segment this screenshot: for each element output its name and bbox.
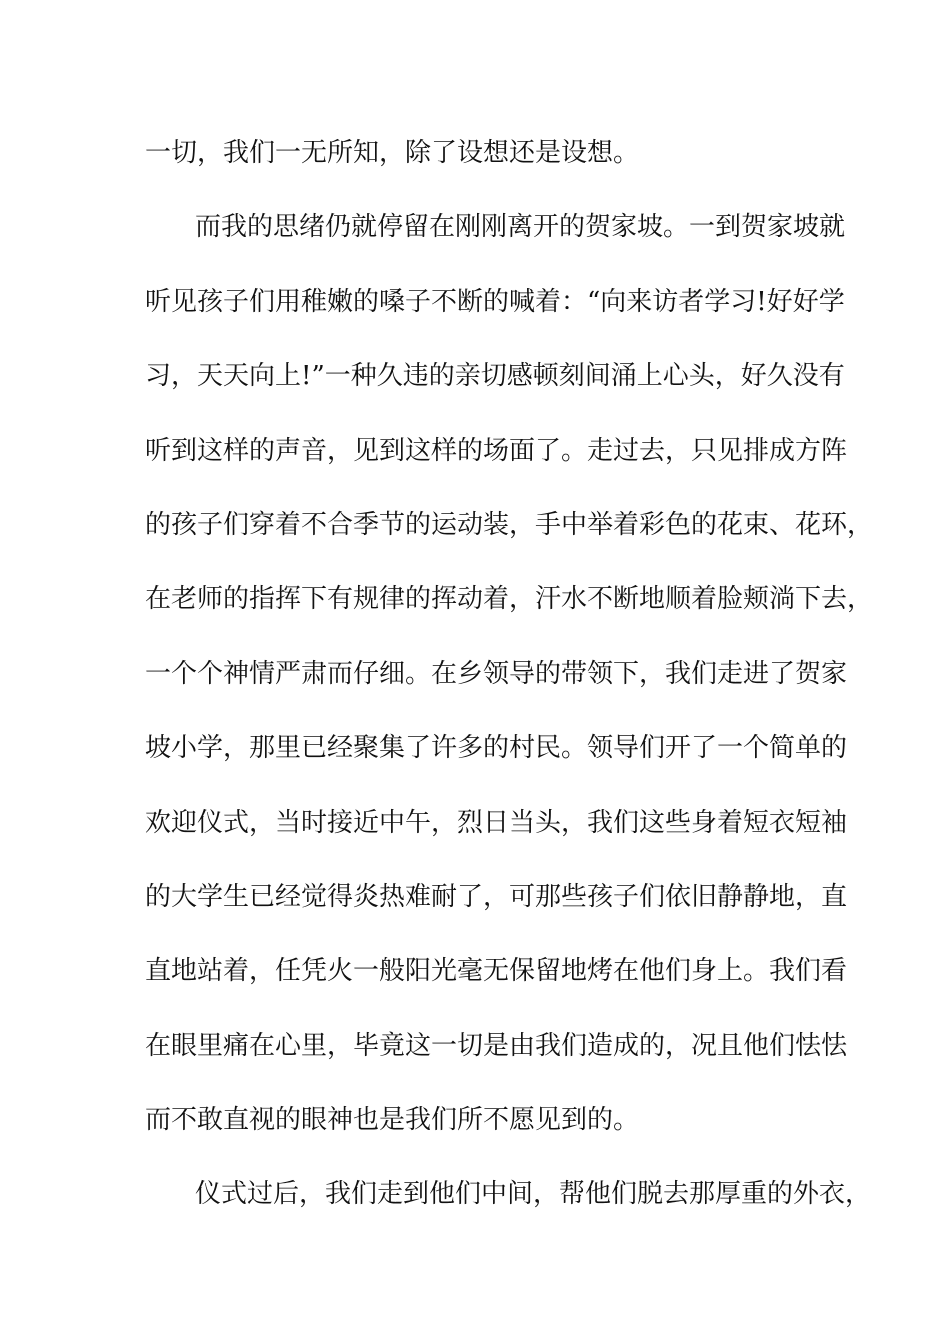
- text-line-2: 而我的思绪仍就停留在刚刚离开的贺家坡。一到贺家坡就: [195, 212, 846, 243]
- text-line-6: 的孩子们穿着不合季节的运动装，手中举着彩色的花束、花环，: [145, 509, 874, 540]
- text-line-9: 坡小学，那里已经聚集了许多的村民。领导们开了一个简单的: [145, 733, 848, 764]
- text-line-14: 而不敢直视的眼神也是我们所不愿见到的。: [145, 1105, 640, 1136]
- text-line-15: 仪式过后，我们走到他们中间，帮他们脱去那厚重的外衣，: [195, 1179, 872, 1210]
- text-line-3: 听见孩子们用稚嫩的嗓子不断的喊着：“向来访者学习!好好学: [145, 286, 845, 317]
- text-line-1: 一切，我们一无所知，除了设想还是设想。: [145, 138, 640, 168]
- text-line-13: 在眼里痛在心里，毕竟这一切是由我们造成的，况且他们怯怯: [145, 1030, 848, 1061]
- text-line-5: 听到这样的声音，见到这样的场面了。走过去，只见排成方阵: [145, 435, 848, 466]
- text-line-10: 欢迎仪式，当时接近中午，烈日当头，我们这些身着短衣短袖: [145, 807, 848, 838]
- text-line-4: 习，天天向上!”一种久违的亲切感顿刻间涌上心头，好久没有: [145, 361, 845, 392]
- text-line-11: 的大学生已经觉得炎热难耐了，可那些孩子们依旧静静地，直: [145, 881, 848, 912]
- body-text: [145, 128, 874, 1244]
- text-line-7: 在老师的指挥下有规律的挥动着，汗水不断地顺着脸颊淌下去，: [145, 584, 874, 615]
- text-line-12: 直地站着，任凭火一般阳光毫无保留地烤在他们身上。我们看: [145, 956, 848, 987]
- text-line-8: 一个个神情严肃而仔细。在乡领导的带领下，我们走进了贺家: [145, 658, 848, 689]
